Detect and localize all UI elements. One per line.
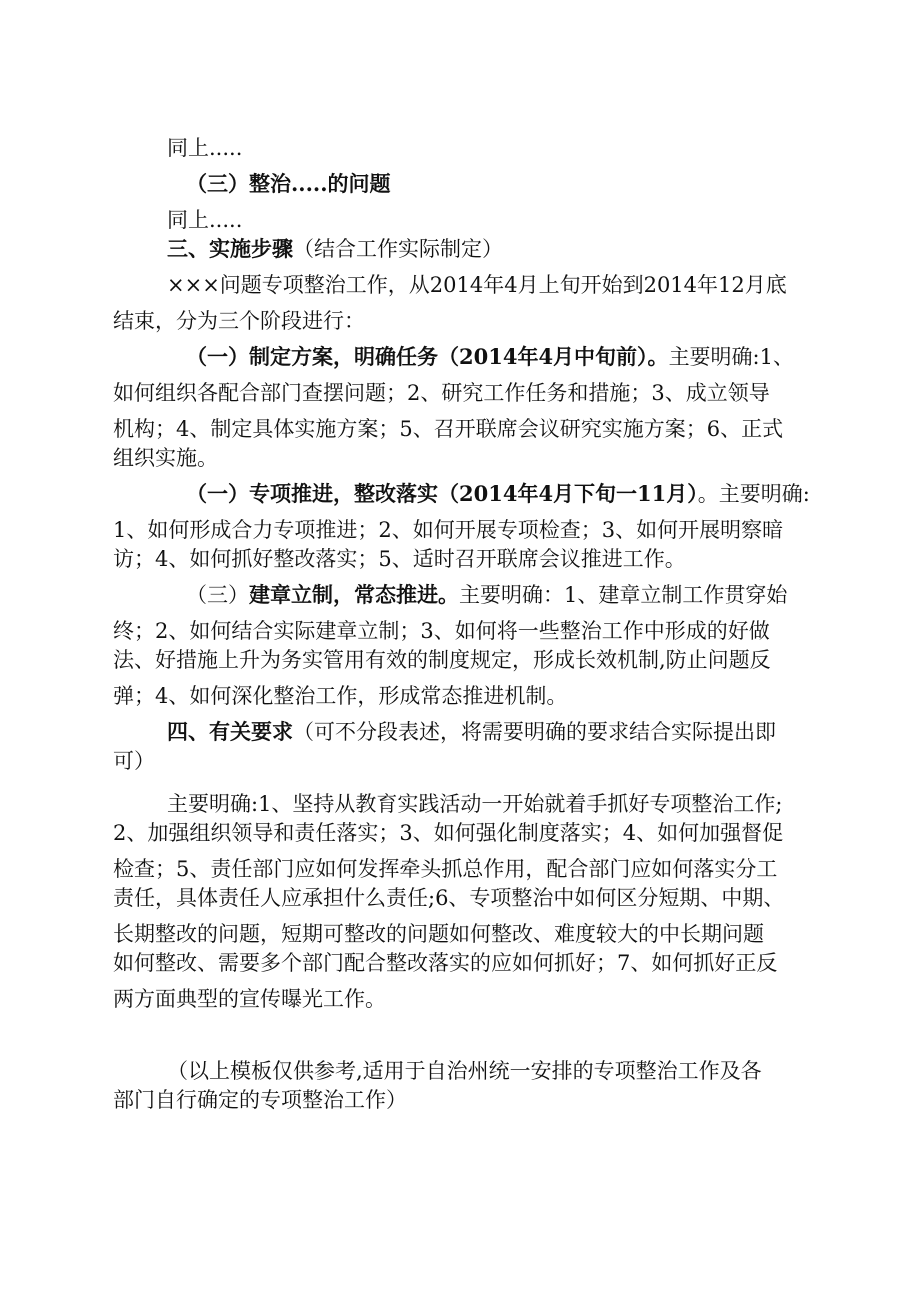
requirements-line-5: 长期整改的问题，短期可整改的问题如何整改、难度较大的中长期问题 xyxy=(113,922,764,946)
phase-one-line-4: 组织实施。 xyxy=(113,446,218,470)
phase-one-title: （一）制定方案，明确任务（2014年4月中旬前）。 xyxy=(186,344,669,369)
phase-two-lead: 。主要明确: xyxy=(697,482,810,506)
paragraph-same-above-2: 同上..... xyxy=(167,208,243,232)
heading-requirements-note: （可不分段表述，将需要明确的要求结合实际提出即 xyxy=(293,720,776,744)
heading-implementation-steps-note: （结合工作实际制定） xyxy=(293,237,503,261)
phase-three-line-3: 法、好措施上升为务实管用有效的制度规定，形成长效机制,防止问题反 xyxy=(113,648,771,672)
phase-one-line-3: 机构；4、制定具体实施方案；5、召开联席会议研究实施方案；6、正式 xyxy=(113,417,784,441)
heading-implementation-steps xyxy=(167,234,503,264)
requirements-line-4: 责任，具体责任人应承担什么责任;6、专项整治中如何区分短期、中期、 xyxy=(113,886,785,910)
requirements-line-7: 两方面典型的宣传曝光工作。 xyxy=(113,987,386,1011)
requirements-line-3: 检查；5、责任部门应如何发挥牵头抓总作用，配合部门应如何落实分工 xyxy=(113,857,778,881)
phase-three-prefix: （三） xyxy=(186,583,249,607)
intro-line-1: ×××问题专项整治工作，从2014年4月上旬开始到2014年12月底 xyxy=(167,273,787,297)
footnote-line-2: 部门自行确定的专项整治工作） xyxy=(113,1088,407,1112)
requirements-line-2: 2、加强组织领导和责任落实；3、如何强化制度落实；4、如何加强督促 xyxy=(113,821,784,845)
phase-two-line-2: 1、如何形成合力专项推进；2、如何开展专项检查；3、如何开展明察暗 xyxy=(113,518,784,542)
phase-three-lead: 主要明确：1、建章立制工作贯穿始 xyxy=(459,583,788,607)
phase-one-line-2: 如何组织各配合部门查摆问题；2、研究工作任务和措施；3、成立领导 xyxy=(113,381,770,405)
phase-one-lead: 主要明确:1、 xyxy=(668,345,794,369)
phase-two-title: （一）专项推进，整改落实（2014年4月下旬一11月） xyxy=(186,481,698,506)
phase-three-line-4: 弹；4、如何深化整治工作，形成常态推进机制。 xyxy=(113,684,568,708)
paragraph-same-above-1: 同上..... xyxy=(167,136,243,160)
heading-requirements-note-line-2: 可） xyxy=(113,749,155,773)
phase-three-line-1 xyxy=(186,580,787,610)
phase-three-line-2: 终；2、如何结合实际建章立制；3、如何将一些整治工作中形成的好做 xyxy=(113,619,770,643)
section-three-heading: （三）整治.....的问题 xyxy=(186,171,391,196)
requirements-line-6: 如何整改、需要多个部门配合整改落实的应如何抓好；7、如何抓好正反 xyxy=(113,951,778,975)
phase-two-line-1 xyxy=(186,479,810,509)
heading-requirements xyxy=(167,717,776,747)
heading-requirements-title: 四、有关要求 xyxy=(167,719,293,744)
footnote-line-1: （以上模板仅供参考,适用于自治州统一安排的专项整治工作及各 xyxy=(167,1059,762,1083)
requirements-line-1: 主要明确:1、坚持从教育实践活动一开始就着手抓好专项整治工作; xyxy=(167,792,783,816)
heading-implementation-steps-title: 三、实施步骤 xyxy=(167,236,293,261)
phase-one-line-1 xyxy=(186,342,794,372)
phase-three-title: 建章立制，常态推进。 xyxy=(249,582,459,607)
phase-two-line-3: 访；4、如何抓好整改落实；5、适时召开联席会议推进工作。 xyxy=(113,547,686,571)
intro-line-2: 结束，分为三个阶段进行： xyxy=(113,309,365,333)
